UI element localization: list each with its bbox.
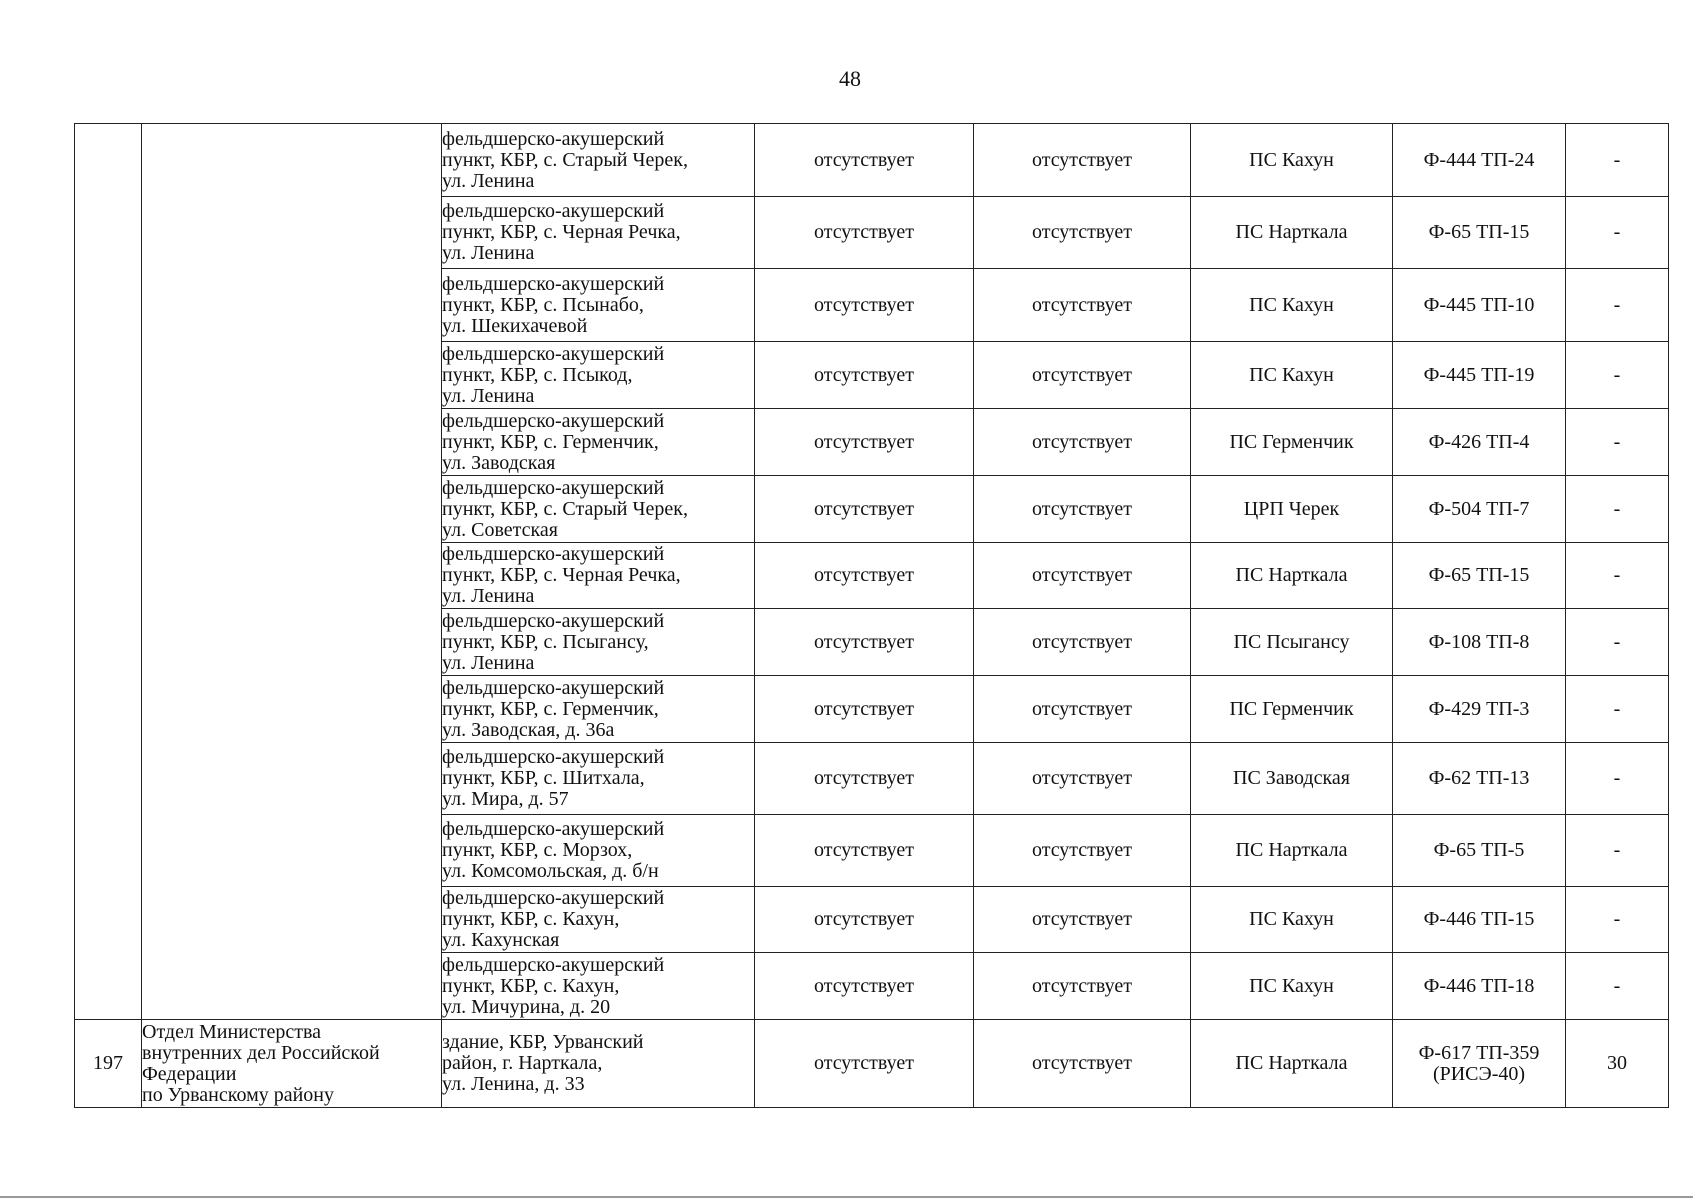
address-line: фельдшерско-акушерский <box>442 818 665 840</box>
status-cell-1: отсутствует <box>755 743 974 815</box>
table-body <box>75 124 1669 1108</box>
facility-address-cell <box>442 743 755 815</box>
status-cell-1: отсутствует <box>755 476 974 543</box>
facility-address-cell <box>442 269 755 342</box>
status-cell-2: отсутствует <box>974 887 1191 953</box>
address-line: пункт, КБР, с. Псынабо, <box>442 293 644 316</box>
address-line: пункт, КБР, с. Кахун, <box>442 908 620 930</box>
address-line: Отдел Министерства <box>142 1020 322 1043</box>
feeder-cell: Ф-446 ТП-18 <box>1393 953 1566 1020</box>
address-line: фельдшерско-акушерский <box>442 887 665 909</box>
status-cell-2: отсутствует <box>974 815 1191 887</box>
address-line: пункт, КБР, с. Кахун, <box>442 974 620 997</box>
status-cell-1: отсутствует <box>755 124 974 197</box>
substation-cell: ПС Кахун <box>1191 953 1393 1020</box>
status-cell-2: отсутствует <box>974 743 1191 815</box>
substation-cell: ПС Нарткала <box>1191 1020 1393 1108</box>
value-cell: - <box>1566 609 1669 676</box>
address-line: фельдшерско-акушерский <box>442 200 665 222</box>
value-cell: - <box>1566 815 1669 887</box>
substation-cell: ПС Кахун <box>1191 269 1393 342</box>
organization-cell <box>142 1020 442 1108</box>
address-line: ул. Заводская, д. 36а <box>442 718 615 741</box>
feeder-cell: Ф-445 ТП-19 <box>1393 342 1566 409</box>
facilities-table <box>74 123 1669 1108</box>
page-number: 48 <box>839 66 861 91</box>
feeder-cell: Ф-108 ТП-8 <box>1393 609 1566 676</box>
address-line: здание, КБР, Урванский <box>442 1031 644 1053</box>
address-line: ул. Ленина <box>442 585 535 607</box>
address-line: ул. Мичурина, д. 20 <box>442 995 611 1018</box>
status-cell-1: отсутствует <box>755 269 974 342</box>
address-line: ул. Ленина <box>442 651 535 674</box>
feeder-line: (РИСЭ-40) <box>1432 1062 1526 1085</box>
feeder-cell: Ф-65 ТП-15 <box>1393 197 1566 269</box>
facility-address-cell <box>442 676 755 743</box>
facility-address-cell <box>442 543 755 609</box>
facility-address-cell <box>442 342 755 409</box>
address-line: пункт, КБР, с. Псыгансу, <box>442 630 649 653</box>
status-cell-1: отсутствует <box>755 543 974 609</box>
address-line: ул. Кахунская <box>442 929 560 951</box>
facility-address-cell <box>442 476 755 543</box>
status-cell-2: отсутствует <box>974 953 1191 1020</box>
address-line: ул. Ленина <box>442 242 535 264</box>
feeder-line: Ф-617 ТП-359 <box>1418 1041 1540 1064</box>
substation-cell: ПС Кахун <box>1191 124 1393 197</box>
scan-bottom-edge <box>0 1196 1693 1198</box>
facility-address-cell <box>442 1020 755 1108</box>
feeder-cell <box>1393 1020 1566 1108</box>
value-cell: 30 <box>1566 1020 1669 1108</box>
status-cell-2: отсутствует <box>974 609 1191 676</box>
status-cell-2: отсутствует <box>974 476 1191 543</box>
address-line: пункт, КБР, с. Старый Черек, <box>442 148 688 171</box>
substation-cell: ПС Нарткала <box>1191 543 1393 609</box>
address-line: ул. Советская <box>442 518 558 541</box>
feeder-cell: Ф-446 ТП-15 <box>1393 887 1566 953</box>
value-cell: - <box>1566 743 1669 815</box>
address-line: фельдшерско-акушерский <box>442 476 665 499</box>
number-cell-continuation <box>75 124 142 1020</box>
status-cell-2: отсутствует <box>974 676 1191 743</box>
address-line: фельдшерско-акушерский <box>442 272 665 295</box>
status-cell-2: отсутствует <box>974 1020 1191 1108</box>
substation-cell: ПС Заводская <box>1191 743 1393 815</box>
address-line: пункт, КБР, с. Черная Речка, <box>442 564 681 586</box>
address-line: ул. Комсомольская, д. б/н <box>442 860 659 882</box>
address-line: пункт, КБР, с. Морзох, <box>442 839 633 861</box>
feeder-cell: Ф-65 ТП-5 <box>1393 815 1566 887</box>
address-line: фельдшерско-акушерский <box>442 953 665 976</box>
facility-address-cell <box>442 409 755 476</box>
feeder-cell: Ф-504 ТП-7 <box>1393 476 1566 543</box>
address-line: пункт, КБР, с. Шитхала, <box>442 767 645 789</box>
feeder-cell: Ф-445 ТП-10 <box>1393 269 1566 342</box>
facility-address-cell <box>442 953 755 1020</box>
address-line: фельдшерско-акушерский <box>442 409 665 432</box>
value-cell: - <box>1566 197 1669 269</box>
value-cell: - <box>1566 953 1669 1020</box>
substation-cell: ПС Нарткала <box>1191 197 1393 269</box>
address-line: ул. Ленина, д. 33 <box>442 1073 585 1095</box>
status-cell-2: отсутствует <box>974 409 1191 476</box>
value-cell: - <box>1566 124 1669 197</box>
value-cell: - <box>1566 342 1669 409</box>
value-cell: - <box>1566 476 1669 543</box>
row-number-cell: 197 <box>75 1020 142 1108</box>
address-line: ул. Заводская <box>442 451 556 474</box>
address-line: внутренних дел Российской <box>142 1041 380 1064</box>
status-cell-2: отсутствует <box>974 543 1191 609</box>
value-cell: - <box>1566 269 1669 342</box>
address-line: пункт, КБР, с. Псыкод, <box>442 363 633 386</box>
feeder-cell: Ф-444 ТП-24 <box>1393 124 1566 197</box>
substation-cell: ЦРП Черек <box>1191 476 1393 543</box>
feeder-cell: Ф-62 ТП-13 <box>1393 743 1566 815</box>
address-line: фельдшерско-акушерский <box>442 127 665 150</box>
address-line: пункт, КБР, с. Старый Черек, <box>442 497 688 520</box>
facility-address-cell <box>442 887 755 953</box>
status-cell-1: отсутствует <box>755 1020 974 1108</box>
status-cell-1: отсутствует <box>755 676 974 743</box>
address-line: пункт, КБР, с. Герменчик, <box>442 697 659 720</box>
address-line: ул. Ленина <box>442 169 535 192</box>
status-cell-1: отсутствует <box>755 953 974 1020</box>
address-line: район, г. Нарткала, <box>442 1052 603 1074</box>
value-cell: - <box>1566 409 1669 476</box>
address-line: пункт, КБР, с. Герменчик, <box>442 430 659 453</box>
address-line: Федерации <box>142 1062 237 1085</box>
address-line: фельдшерско-акушерский <box>442 342 665 365</box>
status-cell-1: отсутствует <box>755 609 974 676</box>
substation-cell: ПС Нарткала <box>1191 815 1393 887</box>
facility-address-cell <box>442 815 755 887</box>
facility-address-cell <box>442 197 755 269</box>
status-cell-1: отсутствует <box>755 409 974 476</box>
status-cell-2: отсутствует <box>974 269 1191 342</box>
feeder-cell: Ф-65 ТП-15 <box>1393 543 1566 609</box>
status-cell-1: отсутствует <box>755 887 974 953</box>
organization-cell-continuation <box>142 124 442 1020</box>
address-line: фельдшерско-акушерский <box>442 609 665 632</box>
address-line: ул. Ленина <box>442 384 535 407</box>
address-line: фельдшерско-акушерский <box>442 543 665 565</box>
value-cell: - <box>1566 676 1669 743</box>
status-cell-1: отсутствует <box>755 815 974 887</box>
value-cell: - <box>1566 543 1669 609</box>
substation-cell: ПС Псыгансу <box>1191 609 1393 676</box>
substation-cell: ПС Герменчик <box>1191 409 1393 476</box>
address-line: фельдшерско-акушерский <box>442 746 665 768</box>
address-line: пункт, КБР, с. Черная Речка, <box>442 221 681 243</box>
address-line: ул. Мира, д. 57 <box>442 788 569 810</box>
substation-cell: ПС Кахун <box>1191 342 1393 409</box>
status-cell-1: отсутствует <box>755 342 974 409</box>
address-line: ул. Шекихачевой <box>442 314 588 337</box>
continuation-first-row <box>75 124 1669 197</box>
address-line: по Урванскому району <box>142 1083 335 1106</box>
facility-address-cell <box>442 609 755 676</box>
feeder-cell: Ф-429 ТП-3 <box>1393 676 1566 743</box>
address-line: фельдшерско-акушерский <box>442 676 665 699</box>
substation-cell: ПС Кахун <box>1191 887 1393 953</box>
status-cell-2: отсутствует <box>974 342 1191 409</box>
status-cell-2: отсутствует <box>974 197 1191 269</box>
value-cell: - <box>1566 887 1669 953</box>
status-cell-1: отсутствует <box>755 197 974 269</box>
facility-address-cell <box>442 124 755 197</box>
table-row-197 <box>75 1020 1669 1108</box>
status-cell-2: отсутствует <box>974 124 1191 197</box>
feeder-cell: Ф-426 ТП-4 <box>1393 409 1566 476</box>
substation-cell: ПС Герменчик <box>1191 676 1393 743</box>
